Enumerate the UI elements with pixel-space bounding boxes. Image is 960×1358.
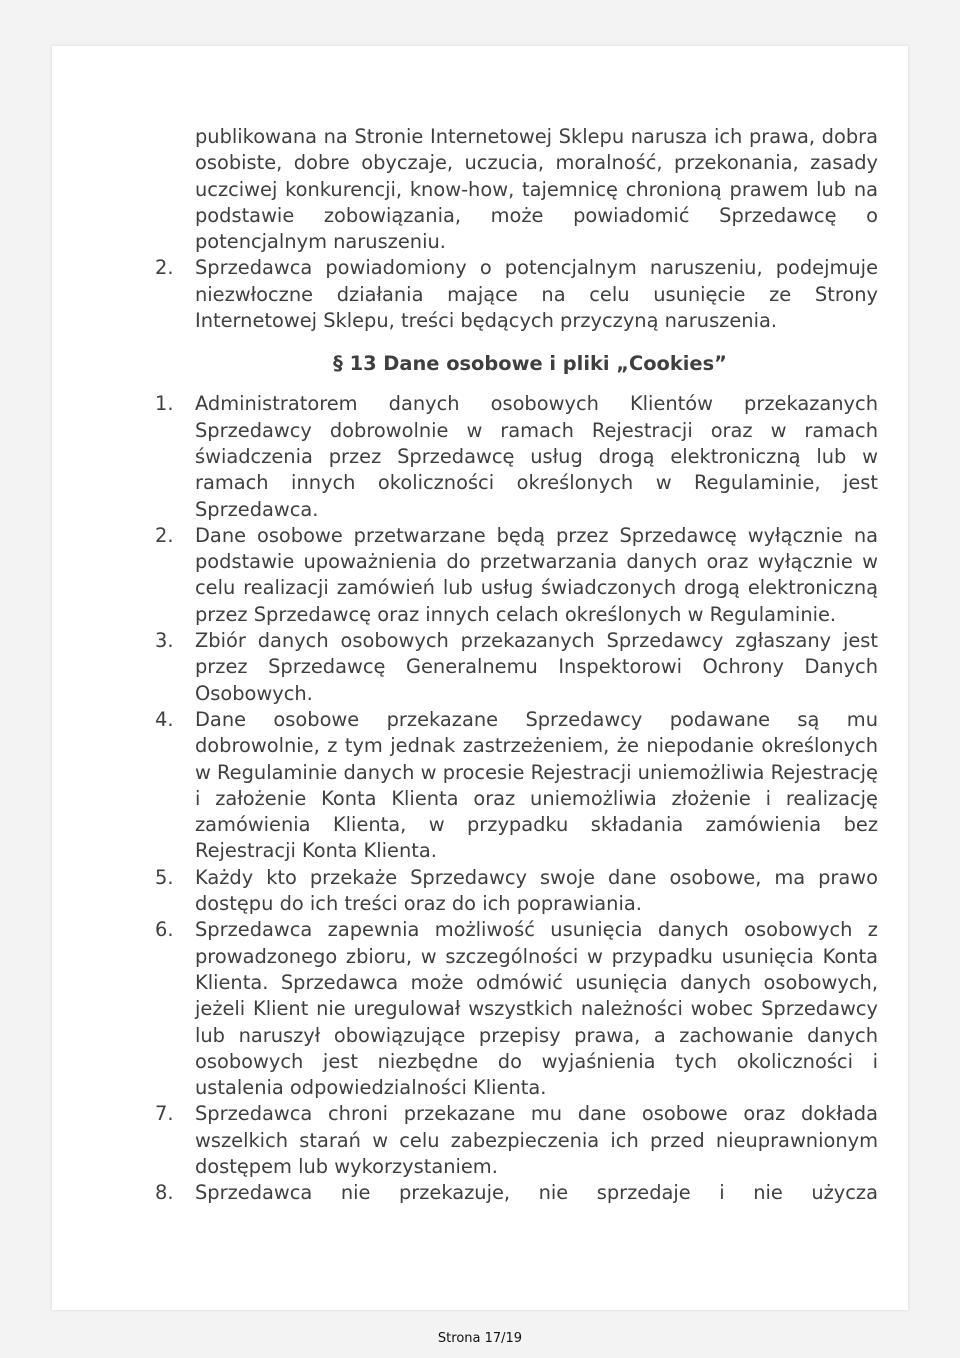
list-item-text: Sprzedawca chroni przekazane mu dane osobowe oraz dokłada wszelkich starań w celu zabezpieczenia ich przed nieuprawnionym dostępem lub wykorzystaniem.	[195, 1102, 878, 1178]
document-body	[142, 124, 878, 1207]
list-item-text: Zbiór danych osobowych przekazanych Sprzedawcy zgłaszany jest przez Sprzedawcę Generalnemu Inspektorowi Ochrony Danych Osobowych.	[195, 629, 878, 705]
list-item	[142, 1101, 878, 1180]
list-item-number: 5.	[155, 865, 174, 889]
list-item-number: 4.	[155, 707, 174, 731]
list-item-text: Administratorem danych osobowych Klientów przekazanych Sprzedawcy dobrowolnie w ramach Rejestracji oraz w ramach świadczenia przez Sprzedawcę usług drogą elektroniczną lub w ramach innych okoliczności określonych w Regulaminie, jest Sprzedawca.	[195, 392, 878, 521]
list-item-number: 3.	[155, 629, 174, 653]
list-item-number: 7.	[155, 1102, 174, 1126]
list-item-number: 6.	[155, 918, 174, 942]
list-item	[142, 865, 878, 918]
list-item-text: Dane osobowe przetwarzane będą przez Sprzedawcę wyłącznie na podstawie upoważnienia do przetwarzania danych oraz wyłącznie w celu realizacji zamówień lub usług świadczonych drogą elektroniczną przez Sprzedawcę oraz innych celach określonych w Regulaminie.	[195, 523, 878, 626]
list-item-number: 2.	[155, 523, 174, 547]
list-item-text: Dane osobowe przekazane Sprzedawcy podawane są mu dobrowolnie, z tym jednak zastrzeżeniem, że niepodanie określonych w Regulaminie danych w procesie Rejestracji uniemożliwia Rejestrację i założenie Konta Klienta oraz uniemożliwia złożenie i realizację zamówienia Klienta, w przypadku składania zamówienia bez Rejestracji Konta Klienta.	[195, 707, 878, 863]
list-item-number: 1.	[155, 392, 174, 416]
list-item-text: Sprzedawca nie przekazuje, nie sprzedaje i nie użycza	[195, 1181, 878, 1205]
list-item-text: Sprzedawca powiadomiony o potencjalnym naruszeniu, podejmuje niezwłoczne działania mające na celu usunięcie ze Strony Internetowej Sklepu, treści będących przyczyną naruszenia.	[195, 256, 878, 333]
list-item-text: Sprzedawca zapewnia możliwość usunięcia danych osobowych z prowadzonego zbioru, w szczególności w przypadku usunięcia Konta Klienta. Sprzedawca może odmówić usunięcia danych osobowych, jeżeli Klient nie uregulował wszystkich należności wobec Sprzedawcy lub naruszył obowiązujące przepisy prawa, a zachowanie danych osobowych jest niezbędne do wyjaśnienia tych okoliczności i ustalenia odpowiedzialności Klienta.	[195, 918, 878, 1100]
list-item-text: Każdy kto przekaże Sprzedawcy swoje dane osobowe, ma prawo dostępu do ich treści oraz do ich poprawiania.	[195, 865, 878, 916]
list-item	[142, 523, 878, 628]
page-number: Strona 17/19	[437, 1331, 523, 1346]
list-item-number: 8.	[155, 1181, 174, 1205]
list-item-number: 2.	[155, 256, 174, 280]
list-item	[142, 255, 878, 334]
intro-paragraph: publikowana na Stronie Internetowej Sklepu narusza ich prawa, dobra osobiste, dobre obyczaje, uczucia, moralność, przekonania, zasady uczciwej konkurencji, know-how, tajemnicę chronioną prawem lub na podstawie zobowiązania, może powiadomić Sprzedawcę o potencjalnym naruszeniu.	[195, 125, 878, 254]
section-heading: § 13 Dane osobowe i pliki „Cookies”	[333, 352, 727, 376]
document-page	[52, 46, 908, 1310]
list-item	[142, 1180, 878, 1206]
list-item	[142, 707, 878, 865]
list-item	[142, 917, 878, 1101]
list-item	[142, 391, 878, 522]
list-item	[142, 628, 878, 707]
